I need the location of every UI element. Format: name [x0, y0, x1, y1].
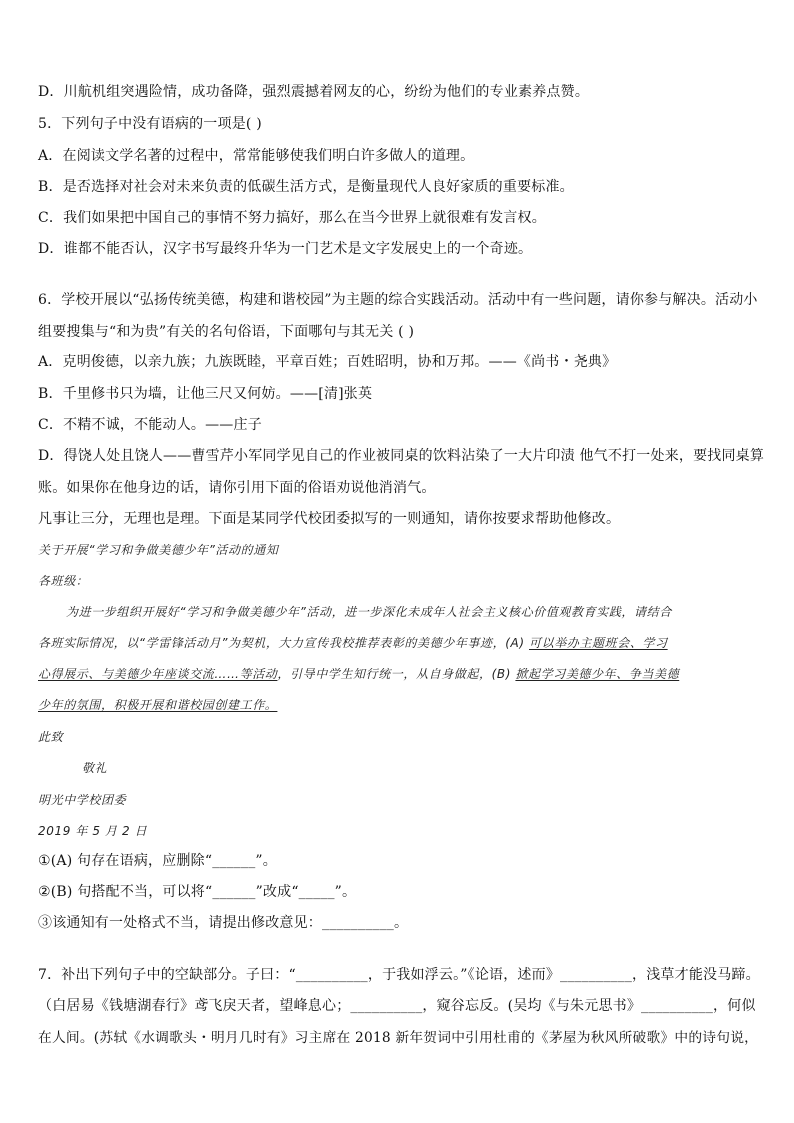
notice-text: ，引导中学生知行统一，从自身做起，(B)	[277, 667, 516, 681]
q7-line1: 7．补出下列句子中的空缺部分。子曰：“__________，于我如浮云。”《论语，述而》__________，浅草才能没马蹄。	[38, 967, 760, 983]
notice-text: 各班实际情况，以“学雷锋活动月”为契机，大力宣传我校推荐表彰的美德少年事迹，(A)	[38, 636, 530, 650]
q7-line2: （白居易《钱塘湖春行》鸢飞戾天者，望峰息心；__________，窥谷忘反。(吴均《与朱元思书》__________，何似	[38, 998, 756, 1014]
notice-closing-2: 敬礼	[82, 761, 108, 775]
underlined-sentence-b-cont: 少年的氛围，积极开展和谐校园创建工作。	[38, 698, 278, 712]
notice-signer: 明光中学校团委	[38, 793, 127, 807]
notice-title: 关于开展“学习和争做美德少年”活动的通知	[38, 543, 279, 557]
underlined-sentence-a: 可以举办主题班会、学习	[529, 636, 668, 650]
notice-body-line3	[38, 664, 764, 684]
q6-option-d-line3: 凡事让三分，无理也是理。下面是某同学代校团委拟写的一则通知，请你按要求帮助他修改。	[38, 511, 621, 527]
notice-salutation: 各班级：	[38, 574, 89, 588]
q5-option-c: C．我们如果把中国自己的事情不努力搞好，那么在当今世界上就很难有发言权。	[38, 210, 546, 226]
q6-option-b: B．千里修书只为墙，让他三尺又何妨。——[清]张英	[38, 386, 373, 402]
sub-question-3: ③该通知有一处格式不当，请提出修改意见：__________。	[38, 915, 409, 931]
notice-body-line4	[38, 695, 764, 715]
q5-option-d: D．谁都不能否认，汉字书写最终升华为一门艺术是文字发展史上的一个奇迹。	[38, 241, 533, 257]
notice-body-line1: 为进一步组织开展好“学习和争做美德少年”活动，进一步深化未成年人社会主义核心价值观教育实践，请结合	[66, 605, 672, 619]
q5-stem: 5．下列句子中没有语病的一项是( )	[38, 116, 262, 132]
notice-date: 2019 年 5 月 2 日	[38, 824, 148, 838]
q7-line3: 在人间。(苏轼《水调歌头・明月几时有》习主席在 2018 新年贺词中引用杜甫的《茅屋为秋风所破歌》中的诗句说，	[38, 1030, 759, 1046]
notice-body-line2	[38, 633, 764, 653]
q6-option-c: C．不精不诚，不能动人。——庄子	[38, 417, 262, 433]
underlined-sentence-a-cont: 心得展示、与美德少年座谈交流……等活动	[38, 667, 278, 681]
notice-closing-1: 此致	[38, 730, 64, 744]
sub-question-2: ②(B) 句搭配不当，可以将“______”改成“_____”。	[38, 884, 357, 900]
q5-option-a: A．在阅读文学名著的过程中，常常能够使我们明白许多做人的道理。	[38, 148, 475, 164]
q4-option-d: D．川航机组突遇险情，成功备降，强烈震撼着网友的心，纷纷为他们的专业素养点赞。	[38, 84, 590, 100]
q6-stem-line1: 6．学校开展以“弘扬传统美德，构建和谐校园”为主题的综合实践活动。活动中有一些问题，请你参与解决。活动小	[38, 292, 758, 308]
q6-option-a: A．克明俊德，以亲九族；九族既睦，平章百姓；百姓昭明，协和万邦。——《尚书・尧典》	[38, 354, 617, 370]
q6-option-d-line1: D．得饶人处且饶人——曹雪芹小军同学见自己的作业被同桌的饮料沾染了一大片印渍 他气不打一处来，要找同桌算	[38, 448, 765, 464]
q6-stem-line2: 组要搜集与“和为贵”有关的名句俗语，下面哪句与其无关 ( )	[38, 324, 415, 340]
q5-option-b: B．是否选择对社会对未来负责的低碳生活方式，是衡量现代人良好家质的重要标准。	[38, 179, 574, 195]
underlined-sentence-b: 掀起学习美德少年、争当美德	[515, 667, 680, 681]
q6-option-d-line2: 账。如果你在他身边的话，请你引用下面的俗语劝说他消消气。	[38, 480, 436, 496]
sub-question-1: ①(A) 句存在语病，应删除“______”。	[38, 853, 277, 869]
